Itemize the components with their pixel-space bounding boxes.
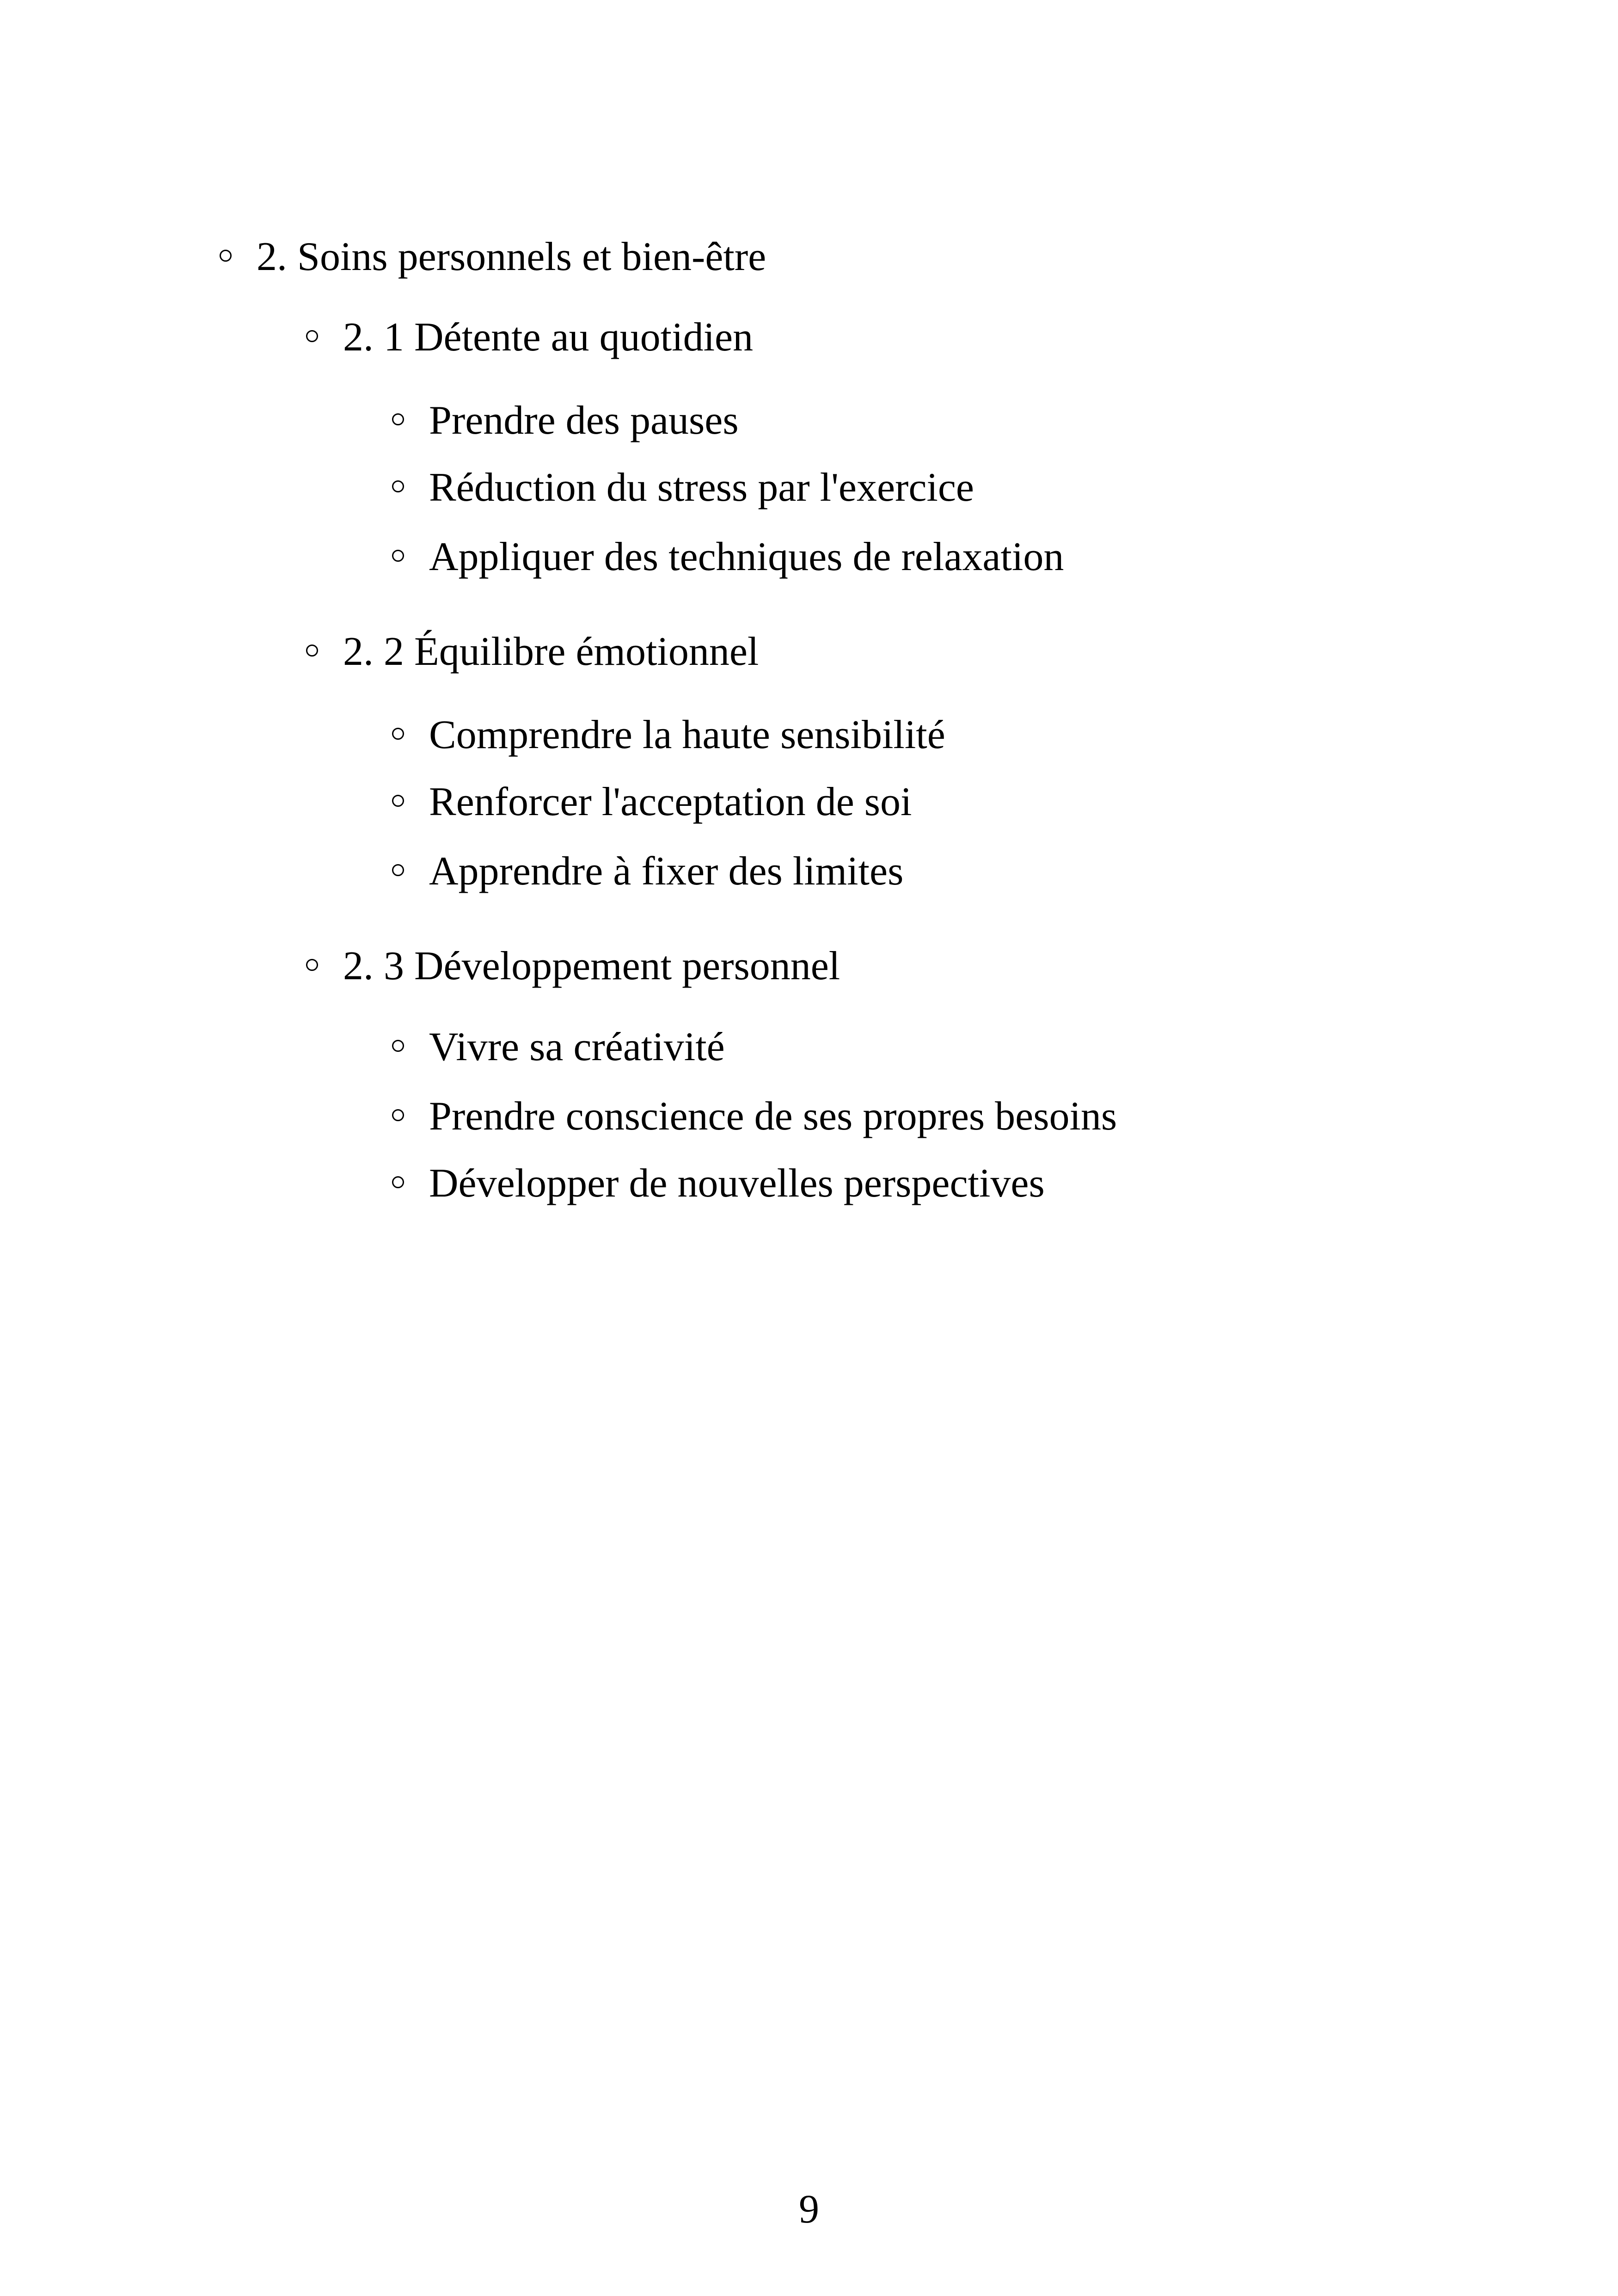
item-text: Prendre des pauses [429, 398, 739, 443]
item-text: Renforcer l'acceptation de soi [429, 780, 912, 824]
subsection-title: 2. 1 Détente au quotidien [343, 315, 754, 360]
circle-bullet-icon [392, 1176, 404, 1188]
circle-bullet-icon [220, 250, 232, 262]
circle-bullet-icon [392, 795, 404, 807]
item-text: Prendre conscience de ses propres besoins [429, 1094, 1117, 1139]
item-text: Comprendre la haute sensibilité [429, 712, 945, 757]
item-text: Apprendre à fixer des limites [429, 849, 904, 894]
subsection-title: 2. 2 Équilibre émotionnel [343, 629, 759, 674]
circle-bullet-icon [392, 1040, 404, 1052]
section-title: 2. Soins personnels et bien-être [257, 234, 766, 279]
circle-bullet-icon [392, 728, 404, 740]
circle-bullet-icon [306, 330, 318, 342]
circle-bullet-icon [392, 413, 404, 425]
circle-bullet-icon [392, 1109, 404, 1121]
circle-bullet-icon [392, 864, 404, 876]
item-text: Appliquer des techniques de relaxation [429, 534, 1064, 579]
circle-bullet-icon [306, 959, 318, 971]
page-number: 9 [799, 2187, 819, 2232]
item-text: Développer de nouvelles perspectives [429, 1161, 1045, 1206]
item-text: Réduction du stress par l'exercice [429, 465, 974, 510]
subsection-title: 2. 3 Développement personnel [343, 944, 840, 988]
item-text: Vivre sa créativité [429, 1025, 725, 1069]
circle-bullet-icon [392, 480, 404, 492]
circle-bullet-icon [392, 550, 404, 562]
circle-bullet-icon [306, 645, 318, 657]
